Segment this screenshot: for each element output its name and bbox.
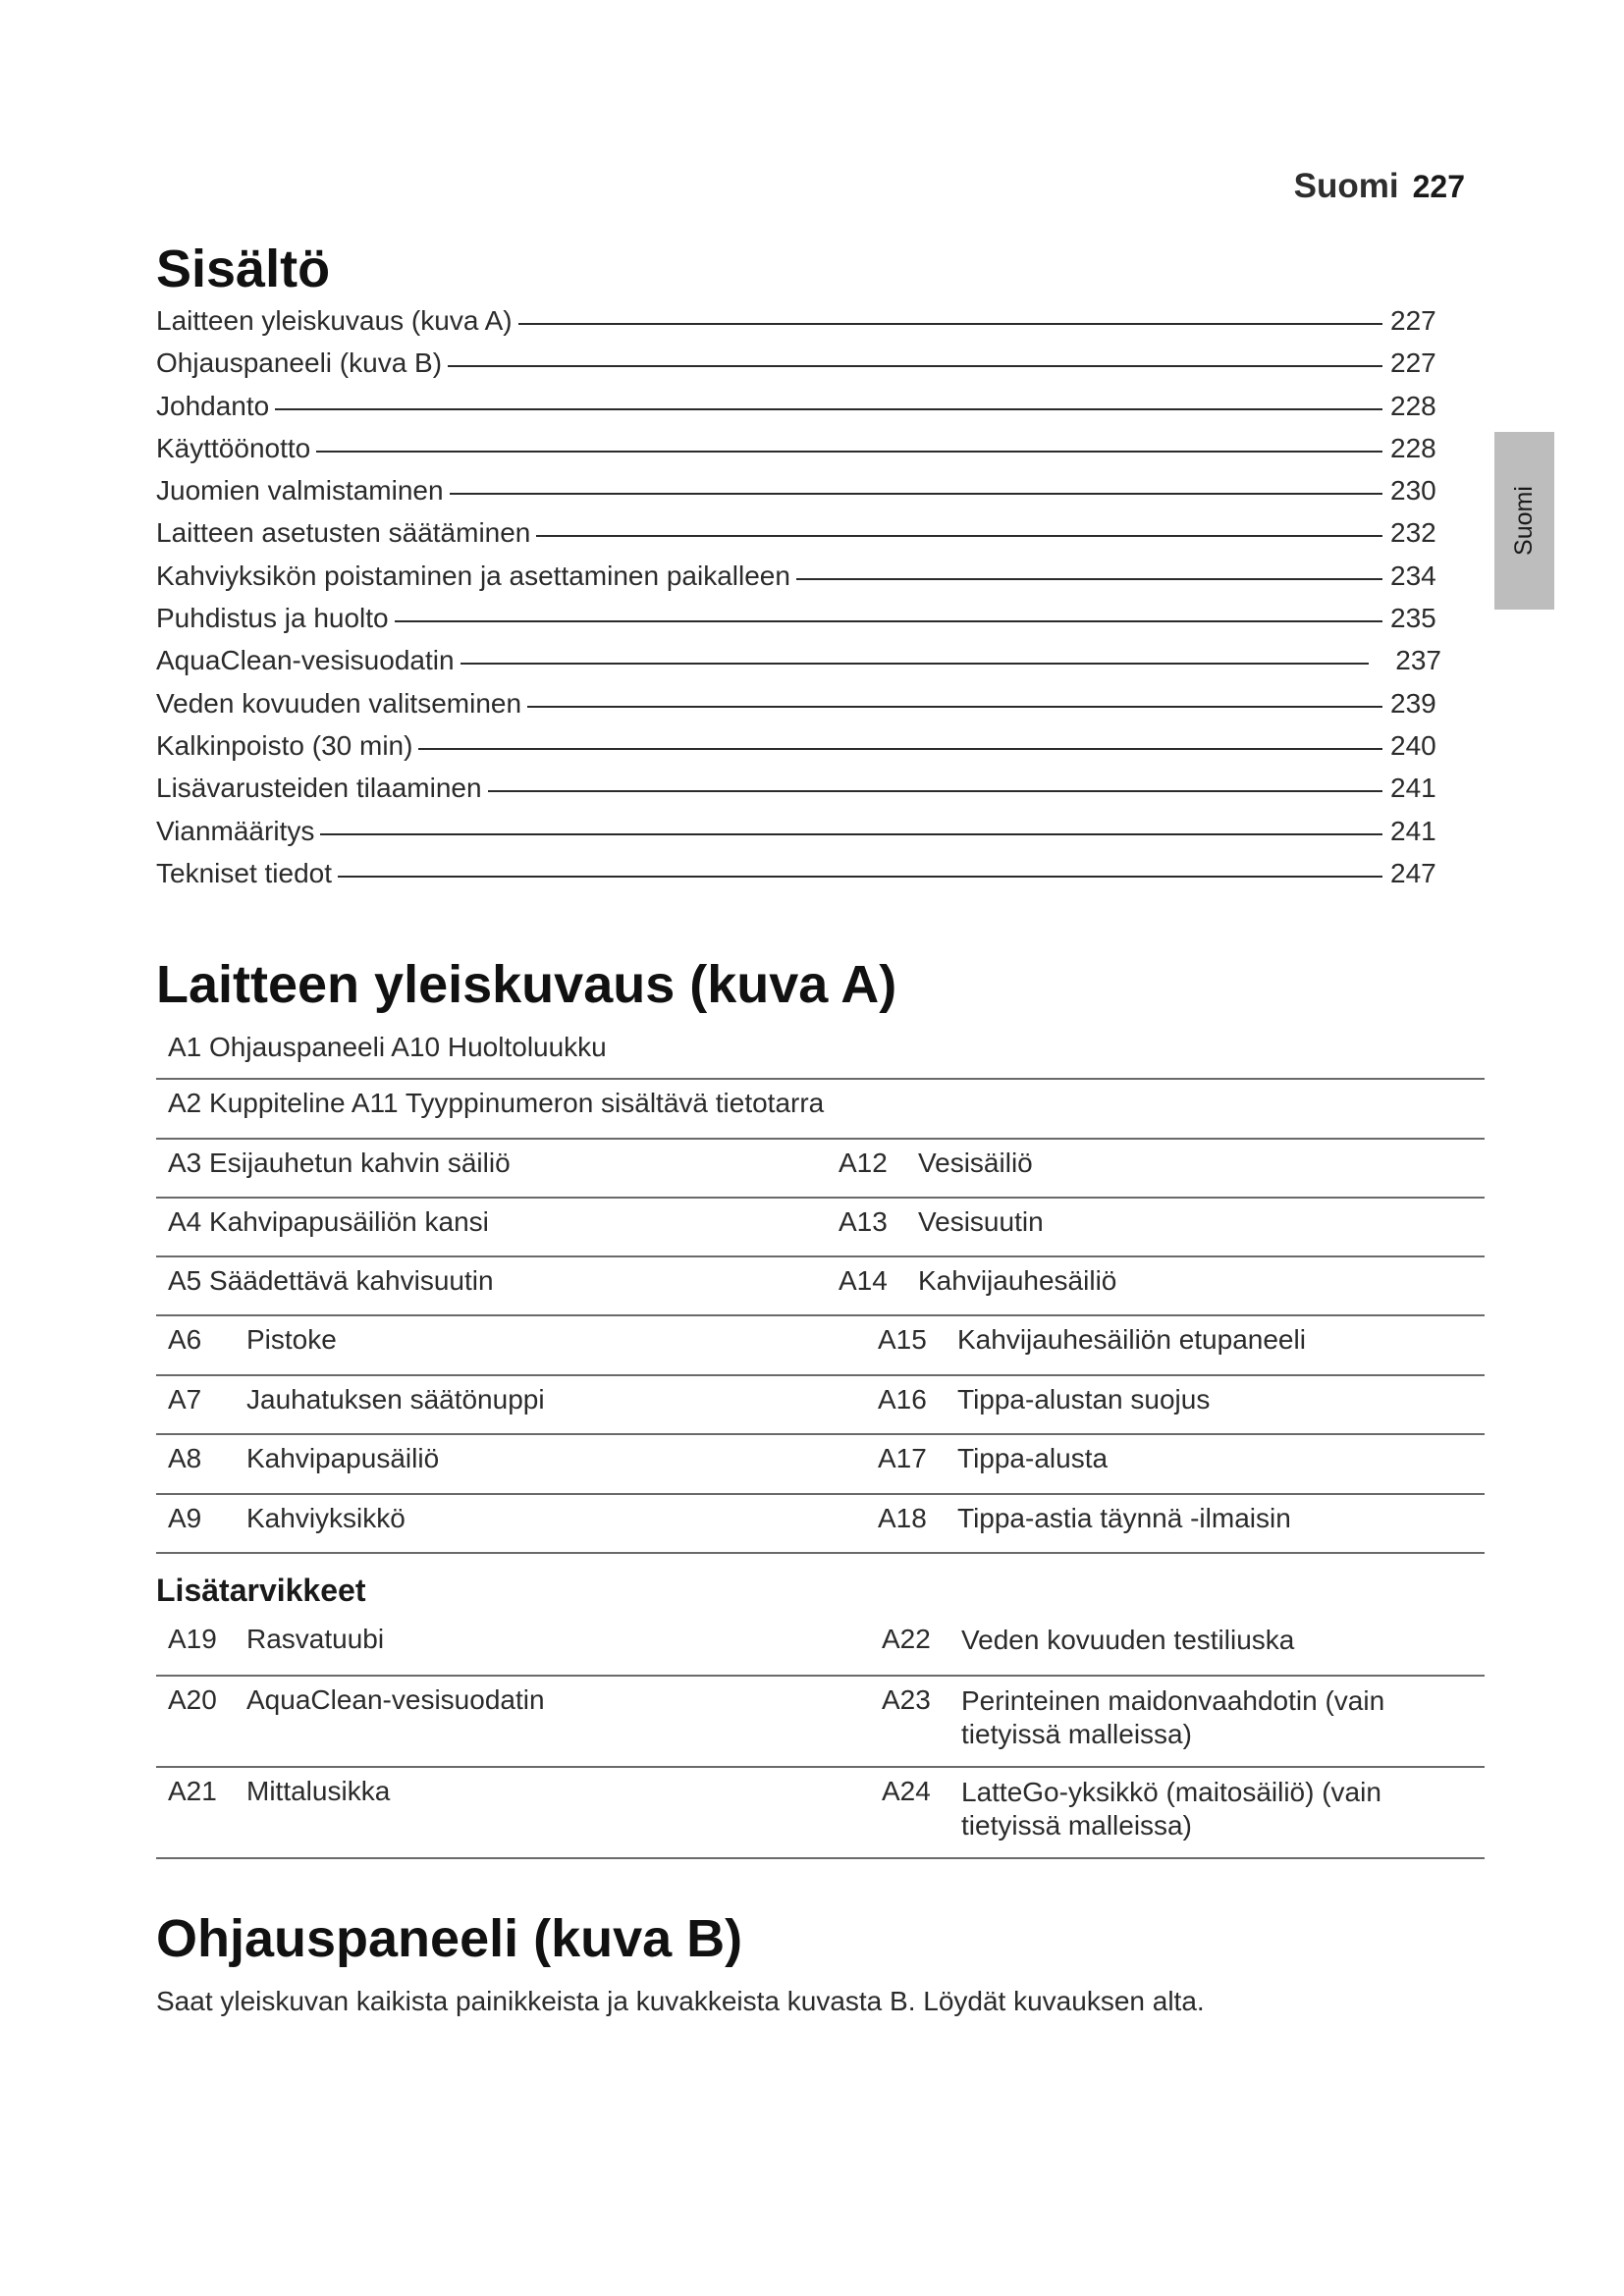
toc-entry: [156, 305, 1441, 347]
toc-leader-line: [460, 663, 1369, 665]
part-name: Kahvijauhesäiliön etupaneeli: [957, 1324, 1306, 1355]
toc-leader-line: [316, 451, 1382, 453]
toc-entry: [156, 730, 1441, 773]
part-name: Perinteinen maidonvaahdotin (vain tietyissä malleissa): [961, 1685, 1385, 1749]
toc-entry-title: Ohjauspaneeli (kuva B): [156, 347, 443, 379]
part-name: Kahvijauhesäiliö: [918, 1265, 1117, 1296]
toc-entry-title: Veden kovuuden valitseminen: [156, 687, 522, 719]
side-tab-label: Suomi: [1510, 486, 1538, 556]
toc-entry: [156, 475, 1441, 517]
part-entry: A4 Kahvipapusäiliön kansi: [168, 1206, 489, 1237]
page-number: 227: [1412, 169, 1465, 204]
toc-entry: [156, 816, 1441, 858]
toc-entry-title: Vianmääritys: [156, 815, 315, 846]
part-code: A20: [168, 1684, 217, 1715]
toc-entry: [156, 347, 1441, 390]
toc-entry: [156, 645, 1441, 687]
toc-leader-line: [338, 876, 1382, 878]
part-name: Vesisuutin: [918, 1206, 1044, 1237]
table-row: [156, 1435, 1485, 1495]
part-name: Tippa-alusta: [957, 1443, 1109, 1473]
part-entry: A5 Säädettävä kahvisuutin: [168, 1265, 494, 1296]
toc-entry-page: 247: [1390, 857, 1436, 888]
control-panel-intro: Saat yleiskuvan kaikista painikkeista ja kuvakkeista kuvasta B. Löydät kuvauksen alta.: [156, 1986, 1205, 2016]
toc-entry-title: AquaClean-vesisuodatin: [156, 645, 455, 676]
toc-entry-page: 227: [1390, 305, 1436, 336]
part-name: Mittalusikka: [246, 1776, 391, 1806]
toc-leader-line: [320, 833, 1382, 835]
part-code: A23: [882, 1684, 931, 1715]
toc-entry-page: 230: [1390, 475, 1436, 507]
toc-entry-title: Juomien valmistaminen: [156, 475, 444, 507]
part-code: A9: [168, 1503, 202, 1533]
table-row: [156, 1024, 1485, 1080]
toc-leader-line: [536, 535, 1382, 537]
part-code: A12: [839, 1148, 888, 1178]
part-code: A22: [882, 1624, 931, 1654]
toc-entry: [156, 433, 1441, 475]
toc-entry-page: 241: [1390, 815, 1436, 846]
parts-table: [156, 1024, 1485, 1554]
table-row: [156, 1616, 1485, 1677]
toc-leader-line: [448, 365, 1382, 367]
part-name: Rasvatuubi: [246, 1624, 385, 1654]
toc-entry: [156, 517, 1441, 560]
toc-entry: [156, 688, 1441, 730]
table-of-contents: [156, 305, 1441, 900]
toc-leader-line: [796, 578, 1382, 580]
toc-entry-page: 241: [1390, 773, 1436, 804]
overview-title: Laitteen yleiskuvaus (kuva A): [156, 955, 897, 1014]
part-name: LatteGo-yksikkö (maitosäiliö) (vain tietyissä malleissa): [961, 1777, 1381, 1841]
toc-entry-title: Laitteen asetusten säätäminen: [156, 517, 531, 549]
toc-entry: [156, 858, 1441, 900]
toc-entry-title: Käyttöönotto: [156, 432, 311, 463]
table-row: [156, 1495, 1485, 1554]
toc-leader-line: [527, 706, 1382, 708]
part-code: A19: [168, 1624, 217, 1654]
table-row: [156, 1677, 1485, 1768]
part-name: Kahviyksikkö: [246, 1503, 406, 1533]
part-entry: A1 Ohjauspaneeli A10 Huoltoluukku: [168, 1032, 607, 1062]
part-name: Tippa-alustan suojus: [957, 1384, 1211, 1415]
toc-entry-title: Puhdistus ja huolto: [156, 603, 389, 634]
part-name: Veden kovuuden testiliuska: [961, 1625, 1295, 1655]
toc-entry: [156, 391, 1441, 433]
table-row: [156, 1080, 1485, 1140]
toc-entry-page: 234: [1390, 560, 1436, 591]
toc-entry-page: 227: [1390, 347, 1436, 379]
toc-entry-title: Johdanto: [156, 390, 270, 421]
table-row: [156, 1768, 1485, 1859]
part-name: Kahvipapusäiliö: [246, 1443, 440, 1473]
toc-entry: [156, 561, 1441, 603]
toc-entry-page: 240: [1390, 729, 1436, 761]
part-name: Pistoke: [246, 1324, 337, 1355]
toc-entry-title: Tekniset tiedot: [156, 857, 332, 888]
language-side-tab: [1494, 432, 1554, 610]
toc-entry-page: 228: [1390, 390, 1436, 421]
part-name: Jauhatuksen säätönuppi: [246, 1384, 545, 1415]
part-code: A17: [878, 1443, 927, 1473]
toc-entry-page: 228: [1390, 432, 1436, 463]
toc-leader-line: [395, 620, 1382, 622]
toc-leader-line: [518, 323, 1382, 325]
toc-entry: [156, 773, 1441, 815]
part-code: A6: [168, 1324, 202, 1355]
part-code: A7: [168, 1384, 202, 1415]
part-code: A18: [878, 1503, 927, 1533]
page-header: [1294, 167, 1465, 206]
toc-leader-line: [488, 790, 1382, 792]
accessories-table: [156, 1616, 1485, 1859]
part-code: A21: [168, 1776, 217, 1806]
part-code: A16: [878, 1384, 927, 1415]
toc-leader-line: [275, 408, 1382, 410]
toc-title: Sisältö: [156, 240, 331, 298]
table-row: [156, 1376, 1485, 1435]
part-name: AquaClean-vesisuodatin: [246, 1684, 545, 1715]
header-language: Suomi: [1293, 167, 1399, 205]
toc-leader-line: [450, 493, 1382, 495]
part-code: A8: [168, 1443, 202, 1473]
toc-entry-page: 232: [1390, 517, 1436, 549]
part-code: A13: [839, 1206, 888, 1237]
part-name: Tippa-astia täynnä -ilmaisin: [957, 1503, 1291, 1533]
toc-entry-title: Kahviyksikön poistaminen ja asettaminen paikalleen: [156, 560, 790, 591]
toc-entry-title: Lisävarusteiden tilaaminen: [156, 773, 482, 804]
part-name: Vesisäiliö: [918, 1148, 1033, 1178]
toc-entry-title: Laitteen yleiskuvaus (kuva A): [156, 305, 513, 336]
toc-entry-page: 239: [1390, 687, 1436, 719]
accessories-heading: Lisätarvikkeet: [156, 1573, 366, 1608]
toc-entry-page: 235: [1390, 603, 1436, 634]
part-code: A24: [882, 1776, 931, 1806]
toc-leader-line: [418, 748, 1382, 750]
toc-entry: [156, 603, 1441, 645]
part-entry: A2 Kuppiteline A11 Tyyppinumeron sisältävä tietotarra: [168, 1088, 825, 1118]
table-row: [156, 1316, 1485, 1376]
table-row: [156, 1199, 1485, 1257]
control-panel-title: Ohjauspaneeli (kuva B): [156, 1909, 743, 1968]
part-entry: A3 Esijauhetun kahvin säiliö: [168, 1148, 511, 1178]
part-code: A15: [878, 1324, 927, 1355]
part-code: A14: [839, 1265, 888, 1296]
table-row: [156, 1140, 1485, 1199]
toc-entry-title: Kalkinpoisto (30 min): [156, 729, 413, 761]
table-row: [156, 1257, 1485, 1316]
toc-entry-page: 237: [1395, 645, 1441, 676]
